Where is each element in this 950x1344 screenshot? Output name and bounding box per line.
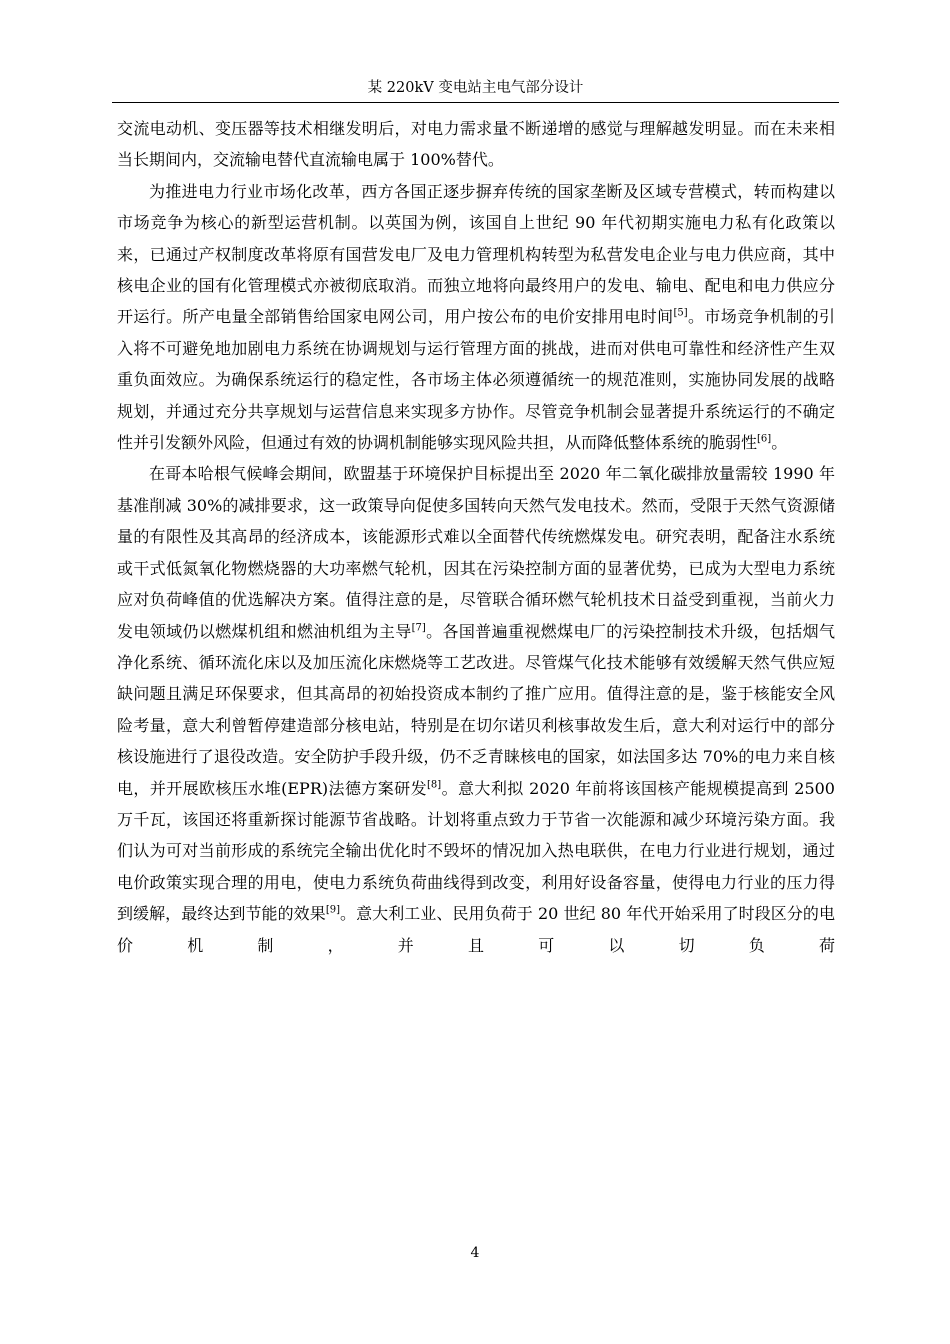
citation-marker: [7] xyxy=(411,622,426,634)
citation-marker: [6] xyxy=(757,433,772,445)
paragraph xyxy=(117,176,835,459)
paragraph xyxy=(117,458,835,961)
paragraph-text: 为推进电力行业市场化改革，西方各国正逐步摒弃传统的国家垄断及区域专营模式，转而构建以市场竞争为核心的新型运营机制。以英国为例，该国自上世纪 90 年代初期实施电力私有化政策以来，已通过产权制度改革将原有国营发电厂及电力管理机构转型为私营发电企业与电力供应商，其中核电企业的国有化管理模式亦被彻底取消。而独立地将向最终用户的发电、输电、配电和电力供应分开运行。所产电量全部销售给国家电网公司，用户按公布的电价安排用电时间 xyxy=(117,181,835,327)
page-number: 4 xyxy=(470,1245,480,1261)
paragraph xyxy=(117,113,835,176)
paragraph-text: 。意大利工业、民用负荷于 20 世纪 80 年代开始采用了时段区分的电价机制，并且可以切负荷 xyxy=(117,904,835,955)
paragraph-text: 。意大利拟 2020 年前将该国核产能规模提高到 2500 万千瓦，该国还将重新探讨能源节省战略。计划将重点致力于节省一次能源和减少环境污染方面。我们认为可对当前形成的系统完全输出优化时不毁坏的情况加入热电联供，在电力行业进行规划，通过电价政策实现合理的用电，使电力系统负荷曲线得到改变，利用好设备容量，使得电力行业的压力得到缓解，最终达到节能的效果 xyxy=(117,778,835,924)
body-text xyxy=(117,113,835,961)
citation-marker: [5] xyxy=(673,308,688,320)
paragraph-text: 在哥本哈根气候峰会期间，欧盟基于环境保护目标提出至 2020 年二氧化碳排放量需较 1990 年基准削减 30%的减排要求，这一政策导向促使多国转向天然气发电技术。然而，受限于天然气资源储量的有限性及其高昂的经济成本，该能源形式难以全面替代传统燃煤发电。研究表明，配备注水系统或干式低氮氧化物燃烧器的大功率燃气轮机，因其在污染控制方面的显著优势，已成为大型电力系统应对负荷峰值的优选解决方案。值得注意的是，尽管联合循环燃气轮机技术日益受到重视，当前火力发电领域仍以燃煤机组和燃油机组为主导 xyxy=(117,464,835,641)
paragraph-text: 。各国普遍重视燃煤电厂的污染控制技术升级，包括烟气净化系统、循环流化床以及加压流化床燃烧等工艺改进。尽管煤气化技术能够有效缓解天然气供应短缺问题且满足环保要求，但其高昂的初始投资成本制约了推广应用。值得注意的是，鉴于核能安全风险考量，意大利曾暂停建造部分核电站，特别是在切尔诺贝利核事故发生后，意大利对运行中的部分核设施进行了退役改造。安全防护手段升级，仍不乏青睐核电的国家，如法国多达 70%的电力来自核电，并开展欧核压水堆(EPR)法德方案研发 xyxy=(117,621,835,798)
document-title: 某 220kV 变电站主电气部分设计 xyxy=(367,80,584,96)
page-header xyxy=(112,74,839,103)
citation-marker: [8] xyxy=(427,779,442,791)
paragraph-text: 。市场竞争机制的引入将不可避免地加剧电力系统在协调规划与运行管理方面的挑战，进而对供电可靠性和经济性产生双重负面效应。为确保系统运行的稳定性，各市场主体必须遵循统一的规范准则，实施协同发展的战略规划，并通过充分共享规划与运营信息来实现多方协作。尽管竞争机制会显著提升系统运行的不确定性并引发额外风险，但通过有效的协调机制能够实现风险共担，从而降低整体系统的脆弱性 xyxy=(117,307,835,453)
paragraph-text: 交流电动机、变压器等技术相继发明后，对电力需求量不断递增的感觉与理解越发明显。而在未来相当长期间内，交流输电替代直流输电属于 100%替代。 xyxy=(117,119,835,170)
citation-marker: [9] xyxy=(325,904,340,916)
paragraph-text: 。 xyxy=(771,433,788,453)
